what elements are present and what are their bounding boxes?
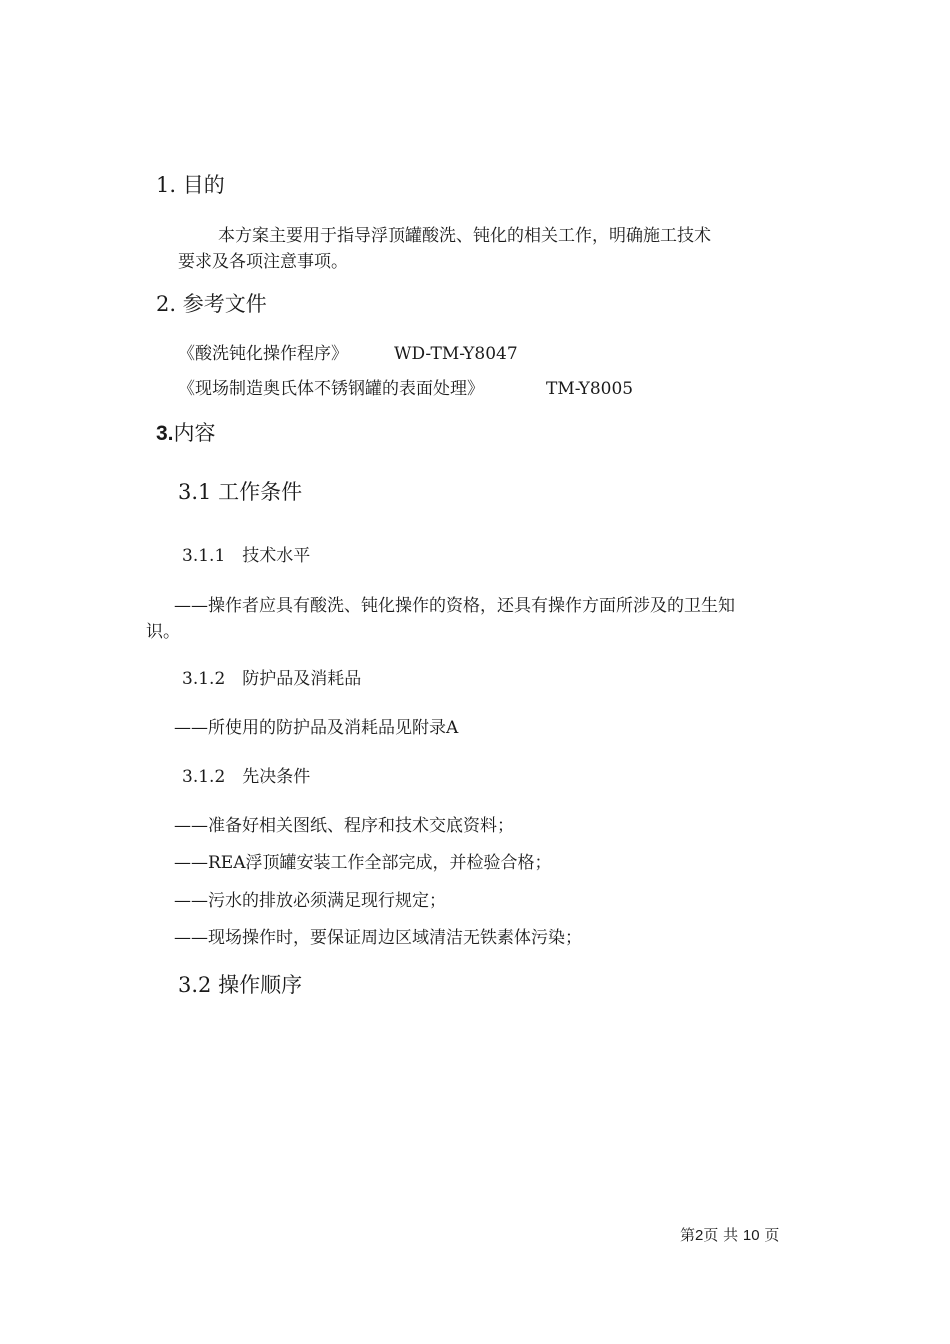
section-3-1-3-heading: 3.1.2 先决条件: [182, 767, 311, 787]
reference-2-name: 《现场制造奥氏体不锈钢罐的表面处理》: [178, 379, 484, 399]
footer-page-number: 2: [695, 1227, 704, 1244]
footer-mid: 页 共: [703, 1226, 743, 1244]
section-3-1-2-body-line1: ——所使用的防护品及消耗品见附录A: [174, 718, 459, 738]
section-3-heading: [156, 423, 216, 444]
section-3-1-1-heading: 3.1.1 技术水平: [182, 546, 311, 566]
page-footer: [680, 1228, 779, 1243]
footer-prefix: 第: [680, 1226, 696, 1244]
prerequisite-item: ——准备好相关图纸、程序和技术交底资料；: [174, 816, 514, 836]
section-1-body-line1: 本方案主要用于指导浮顶罐酸洗、钝化的相关工作，明确施工技术: [218, 226, 711, 246]
section-3-2-heading: 3.2 操作顺序: [178, 973, 303, 997]
section-3-1-1-body-line1: ——操作者应具有酸洗、钝化操作的资格，还具有操作方面所涉及的卫生知: [174, 596, 735, 616]
section-3-title: 内容: [173, 421, 216, 445]
footer-total-pages: 10: [742, 1227, 760, 1244]
reference-1-code: WD-TM-Y8047: [394, 344, 518, 364]
section-3-1-2-heading: 3.1.2 防护品及消耗品: [182, 669, 362, 689]
reference-1-name: 《酸洗钝化操作程序》: [178, 344, 348, 364]
section-3-number: 3.: [156, 422, 174, 445]
section-2-heading: 2. 参考文件: [156, 292, 267, 316]
section-3-1-1-body-line2: 识。: [146, 622, 180, 642]
reference-2-code: TM-Y8005: [546, 379, 634, 399]
prerequisite-item: ——REA浮顶罐安装工作全部完成，并检验合格；: [174, 853, 552, 873]
section-3-1-heading: 3.1 工作条件: [178, 480, 303, 504]
prerequisite-item: ——污水的排放必须满足现行规定；: [174, 891, 446, 911]
prerequisite-item: ——现场操作时，要保证周边区域清洁无铁素体污染；: [174, 928, 582, 948]
footer-suffix: 页: [759, 1226, 780, 1244]
section-1-body-line2: 要求及各项注意事项。: [178, 252, 348, 272]
section-1-heading: 1. 目的: [156, 173, 225, 197]
